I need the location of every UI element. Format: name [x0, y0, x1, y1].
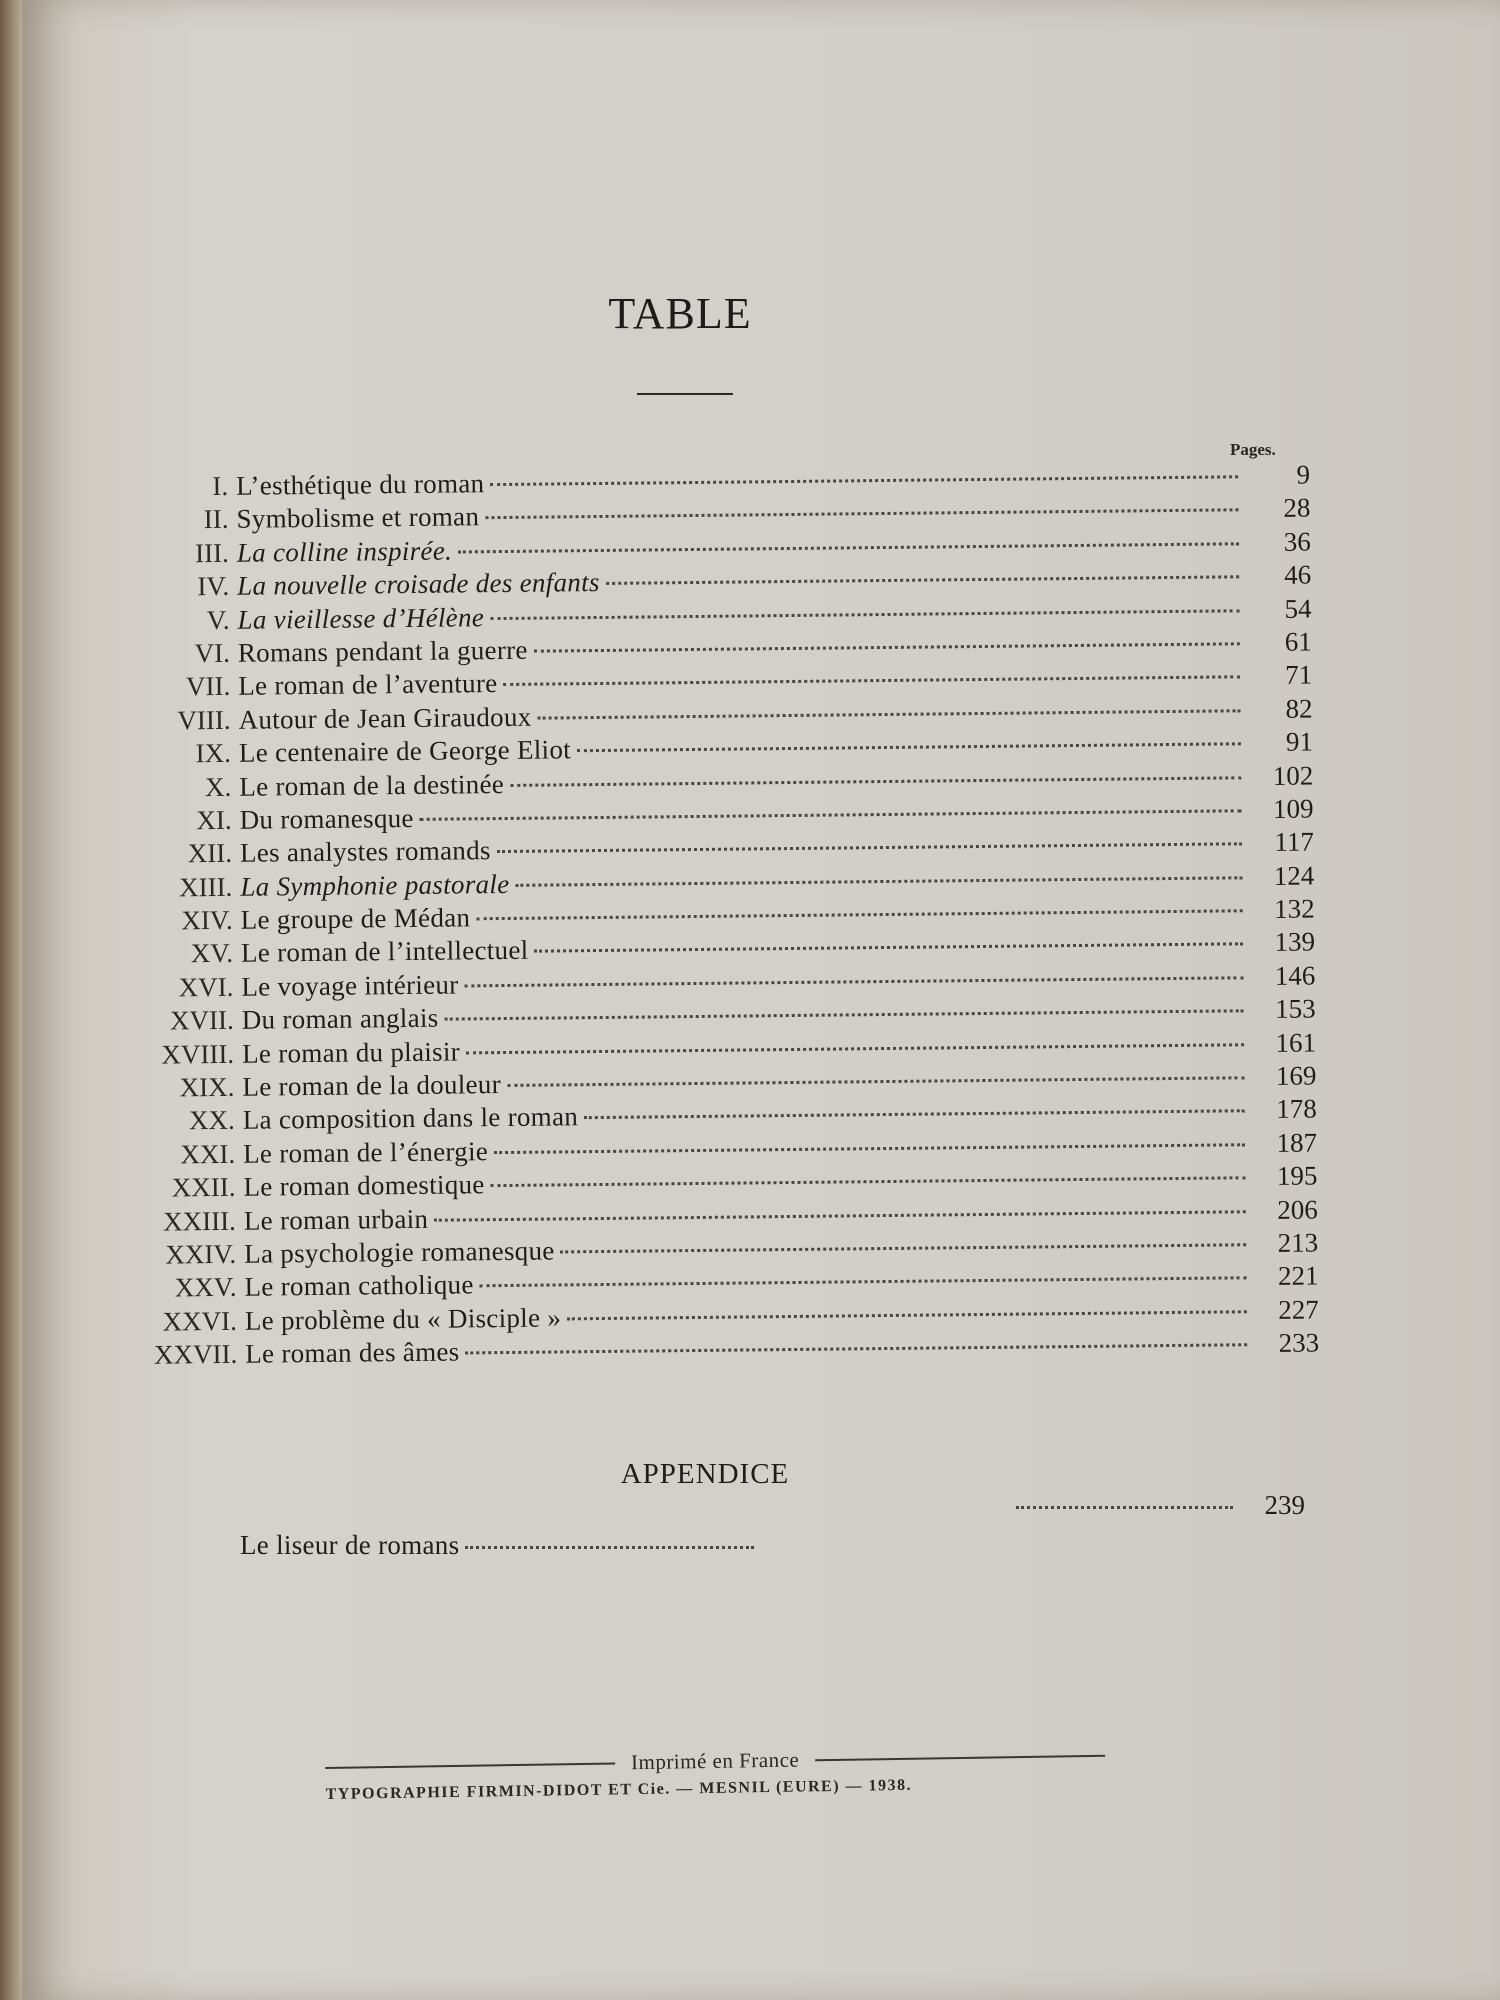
appendix-entry-title: Le liseur de romans	[240, 1530, 460, 1560]
imprint-country: Imprimé en France	[630, 1747, 800, 1775]
chapter-title: Le roman de l’aventure	[238, 668, 498, 702]
page-number: 91	[1285, 726, 1314, 757]
chapter-number: IX.	[195, 737, 232, 769]
page-number: 233	[1278, 1327, 1320, 1359]
chapter-title: Le roman de l’intellectuel	[240, 935, 529, 969]
chapter-title: Le roman domestique	[243, 1169, 485, 1202]
chapter-number: XV.	[190, 938, 234, 969]
page-title: TABLE	[608, 289, 752, 338]
page-number: 46	[1283, 559, 1312, 590]
appendix-heading: APPENDICE	[620, 1458, 790, 1490]
chapter-number: V.	[206, 604, 230, 635]
dot-leader	[466, 1043, 1244, 1054]
dot-leader	[480, 1277, 1247, 1288]
dot-leader	[534, 642, 1240, 652]
chapter-title: Les analystes romands	[239, 835, 491, 869]
chapter-title: La nouvelle croisade des enfants	[237, 567, 600, 601]
pages-column-label: Pages.	[1230, 440, 1276, 459]
page-number: 153	[1275, 993, 1316, 1025]
dot-leader	[584, 1110, 1245, 1120]
chapter-title: Le groupe de Médan	[240, 902, 471, 935]
chapter-number: X.	[204, 771, 232, 802]
chapter-number: XVIII.	[161, 1038, 235, 1070]
dot-leader	[515, 876, 1242, 887]
page-number: 161	[1275, 1027, 1317, 1058]
chapter-title: Le roman du plaisir	[241, 1036, 461, 1069]
chapter-number: II.	[203, 504, 229, 535]
chapter-title: Le roman urbain	[243, 1203, 429, 1236]
appendix-page-number: 239	[1264, 1490, 1305, 1520]
page-number: 54	[1284, 593, 1312, 624]
chapter-title: La vieillesse d’Hélène	[237, 601, 485, 635]
chapter-title: Symbolisme et roman	[236, 501, 480, 535]
chapter-title: Le roman de la douleur	[242, 1069, 502, 1102]
chapter-title: Le roman de l’énergie	[242, 1135, 489, 1169]
page-number: 195	[1276, 1160, 1318, 1192]
chapter-title: Le roman catholique	[244, 1269, 474, 1303]
page-number: 178	[1276, 1093, 1317, 1125]
chapter-number: XX.	[188, 1105, 235, 1136]
dot-leader	[466, 1343, 1248, 1354]
dot-leader	[577, 742, 1241, 752]
dot-leader	[490, 609, 1239, 620]
dot-leader	[444, 1010, 1243, 1021]
chapter-number: XIX.	[179, 1071, 235, 1103]
chapter-title: La colline inspirée.	[236, 535, 453, 568]
dot-leader	[510, 776, 1241, 787]
chapter-number: VI.	[194, 637, 231, 669]
chapter-number: XI.	[196, 804, 232, 836]
chapter-number: XXV.	[174, 1272, 237, 1303]
chapter-number: XVI.	[178, 971, 234, 1003]
chapter-number: XXVII.	[153, 1338, 238, 1370]
page-number: 61	[1284, 626, 1312, 657]
appendix-page-row	[1010, 1490, 1305, 1521]
table-of-contents	[120, 460, 1319, 1374]
dot-leader	[434, 1210, 1246, 1221]
dot-leader	[491, 1176, 1246, 1187]
dot-leader	[494, 1143, 1245, 1154]
page-number: 213	[1277, 1227, 1319, 1258]
chapter-title: La psychologie romanesque	[244, 1235, 555, 1269]
page-number: 9	[1296, 459, 1311, 490]
chapter-number: XXII.	[171, 1172, 236, 1203]
dot-leader	[476, 909, 1242, 920]
chapter-title: Romans pendant la guerre	[237, 634, 528, 668]
chapter-title: Autour de Jean Giraudoux	[238, 701, 532, 735]
dot-leader	[561, 1243, 1247, 1253]
page-number: 36	[1283, 526, 1311, 557]
page-number: 117	[1274, 826, 1315, 858]
chapter-number: XXIII.	[162, 1205, 237, 1237]
dot-leader	[534, 943, 1243, 953]
chapter-number: III.	[194, 537, 230, 568]
page-number: 82	[1285, 693, 1313, 724]
page-number: 28	[1283, 492, 1311, 524]
dot-leader	[606, 575, 1239, 585]
chapter-number: XXVI.	[162, 1305, 238, 1337]
page-number: 221	[1277, 1260, 1319, 1292]
chapter-number: IV.	[197, 571, 230, 602]
dot-leader	[507, 1076, 1244, 1087]
page-number: 71	[1285, 659, 1313, 691]
title-rule	[637, 393, 733, 395]
chapter-title: La composition dans le roman	[242, 1101, 579, 1136]
dot-leader	[458, 542, 1239, 553]
chapter-title: Du romanesque	[239, 802, 414, 835]
dot-leader	[497, 843, 1242, 854]
chapter-number: VIII.	[177, 704, 231, 736]
chapter-number: VII.	[185, 671, 231, 702]
chapter-number: XIV.	[181, 904, 233, 936]
page-number: 169	[1275, 1060, 1317, 1091]
dot-leader	[537, 709, 1240, 719]
dot-leader	[490, 475, 1238, 486]
imprint-rule-right	[815, 1754, 1105, 1761]
book-spine-edge	[0, 0, 22, 2000]
appendix-entry	[240, 1530, 760, 1561]
page-number: 187	[1276, 1127, 1318, 1158]
dot-leader	[567, 1310, 1247, 1320]
dot-leader	[420, 809, 1242, 821]
chapter-number: XXIV.	[165, 1238, 237, 1270]
page-number: 132	[1273, 893, 1315, 925]
page-number: 139	[1274, 926, 1316, 958]
page-number: 146	[1274, 960, 1316, 991]
chapter-number: XII.	[187, 838, 233, 869]
chapter-title: L’esthétique du roman	[235, 468, 485, 501]
printer-line: TYPOGRAPHIE FIRMIN-DIDOT ET Cie. — MESNIL (EURE) — 1938.	[325, 1776, 913, 1803]
dot-leader	[465, 1546, 754, 1549]
chapter-title: Le problème du « Disciple »	[244, 1302, 562, 1336]
dot-leader	[485, 509, 1238, 520]
page-number: 124	[1273, 860, 1315, 891]
chapter-title: Du roman anglais	[241, 1002, 439, 1036]
imprint-rule-left	[325, 1762, 615, 1769]
page-number: 102	[1272, 760, 1314, 791]
dot-leader	[464, 976, 1243, 987]
dot-leader	[503, 676, 1240, 687]
page-number: 109	[1272, 793, 1314, 824]
chapter-title: Le centenaire de George Eliot	[238, 734, 572, 768]
chapter-title: Le roman de la destinée	[239, 768, 505, 802]
dot-leader	[1016, 1506, 1233, 1509]
page-number: 227	[1278, 1294, 1319, 1325]
chapter-title: La Symphonie pastorale	[240, 868, 510, 902]
chapter-number: XIII.	[178, 871, 233, 903]
page-number: 206	[1277, 1194, 1318, 1225]
chapter-number: XXI.	[180, 1138, 236, 1170]
chapter-title: Le voyage intérieur	[241, 969, 459, 1002]
chapter-number: I.	[212, 470, 229, 502]
chapter-title: Le roman des âmes	[245, 1336, 460, 1369]
chapter-number: XVII.	[169, 1005, 234, 1036]
